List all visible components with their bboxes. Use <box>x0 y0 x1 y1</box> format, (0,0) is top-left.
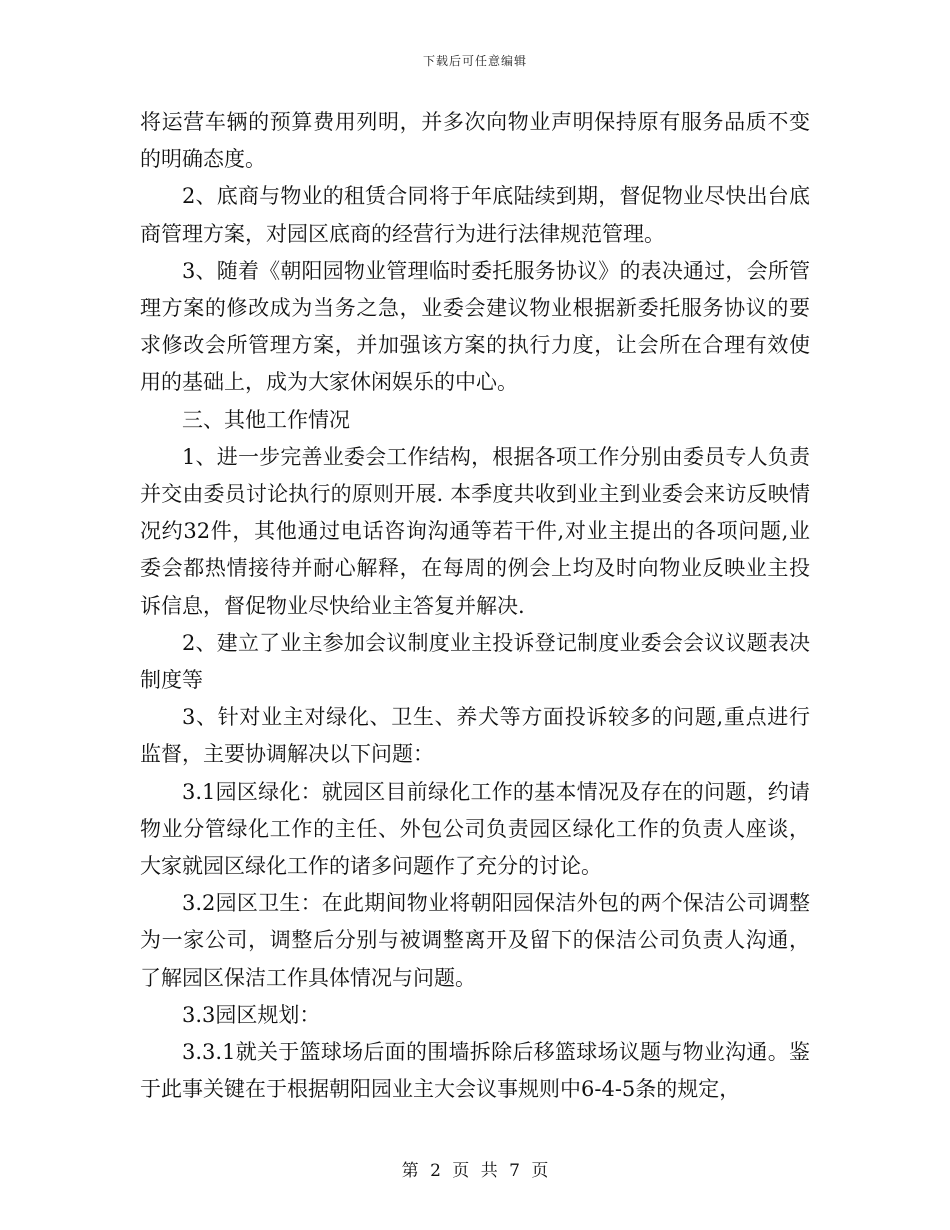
paragraph-7: 3、针对业主对绿化、卫生、养犬等方面投诉较多的问题,重点进行监督，主要协调解决以下问题： <box>140 705 810 767</box>
paragraph-8: 3.1园区绿化：就园区目前绿化工作的基本情况及存在的问题，约请物业分管绿化工作的主任、外包公司负责园区绿化工作的负责人座谈，大家就园区绿化工作的诸多问题作了充分的讨论。 <box>140 779 810 879</box>
paragraph-2: 2、底商与物业的租赁合同将于年底陆续到期，督促物业尽快出台底商管理方案，对园区底商的经营行为进行法律规范管理。 <box>140 184 810 246</box>
paragraph-9: 3.2园区卫生：在此期间物业将朝阳园保洁外包的两个保洁公司调整为一家公司，调整后分别与被调整离开及留下的保洁公司负责人沟通，了解园区保洁工作具体情况与问题。 <box>140 891 810 990</box>
paragraph-6: 2、建立了业主参加会议制度业主投诉登记制度业委会会议议题表决制度等 <box>140 630 810 693</box>
paragraph-3: 3、随着《朝阳园物业管理临时委托服务协议》的表决通过，会所管理方案的修改成为当务之急，业委会建议物业根据新委托服务协议的要求修改会所管理方案，并加强该方案的执行力度，让会所在合理有效使用的基础上，成为大家休闲娱乐的中心。 <box>140 258 810 395</box>
subsection-heading: 3.3园区规划： <box>182 1002 321 1027</box>
paragraph-1: 将运营车辆的预算费用列明，并多次向物业声明保持原有服务品质不变的明确态度。 <box>140 110 810 172</box>
section-heading: 三、其他工作情况 <box>182 407 350 432</box>
page-header: 下载后可任意编辑 <box>422 54 527 68</box>
paragraph-11: 3.3.1就关于篮球场后面的围墙拆除后移篮球场议题与物业沟通。鉴于此事关键在于根据朝阳园业主大会议事规则中6-4-5条的规定， <box>140 1040 810 1102</box>
document-body <box>140 104 810 1108</box>
page-footer: 第 2 页 共 7 页 <box>401 1161 549 1181</box>
paragraph-5: 1、进一步完善业委会工作结构，根据各项工作分别由委员专人负责并交由委员讨论执行的原则开展. 本季度共收到业主到业委会来访反映情况约32件，其他通过电话咨询沟通等若干件,对业主提出的各项问题,业委会都热情接待并耐心解释，在每周的例会上均及时向物业反映业主投诉信息，督促物业尽快给业主答复并解决. <box>140 444 810 618</box>
